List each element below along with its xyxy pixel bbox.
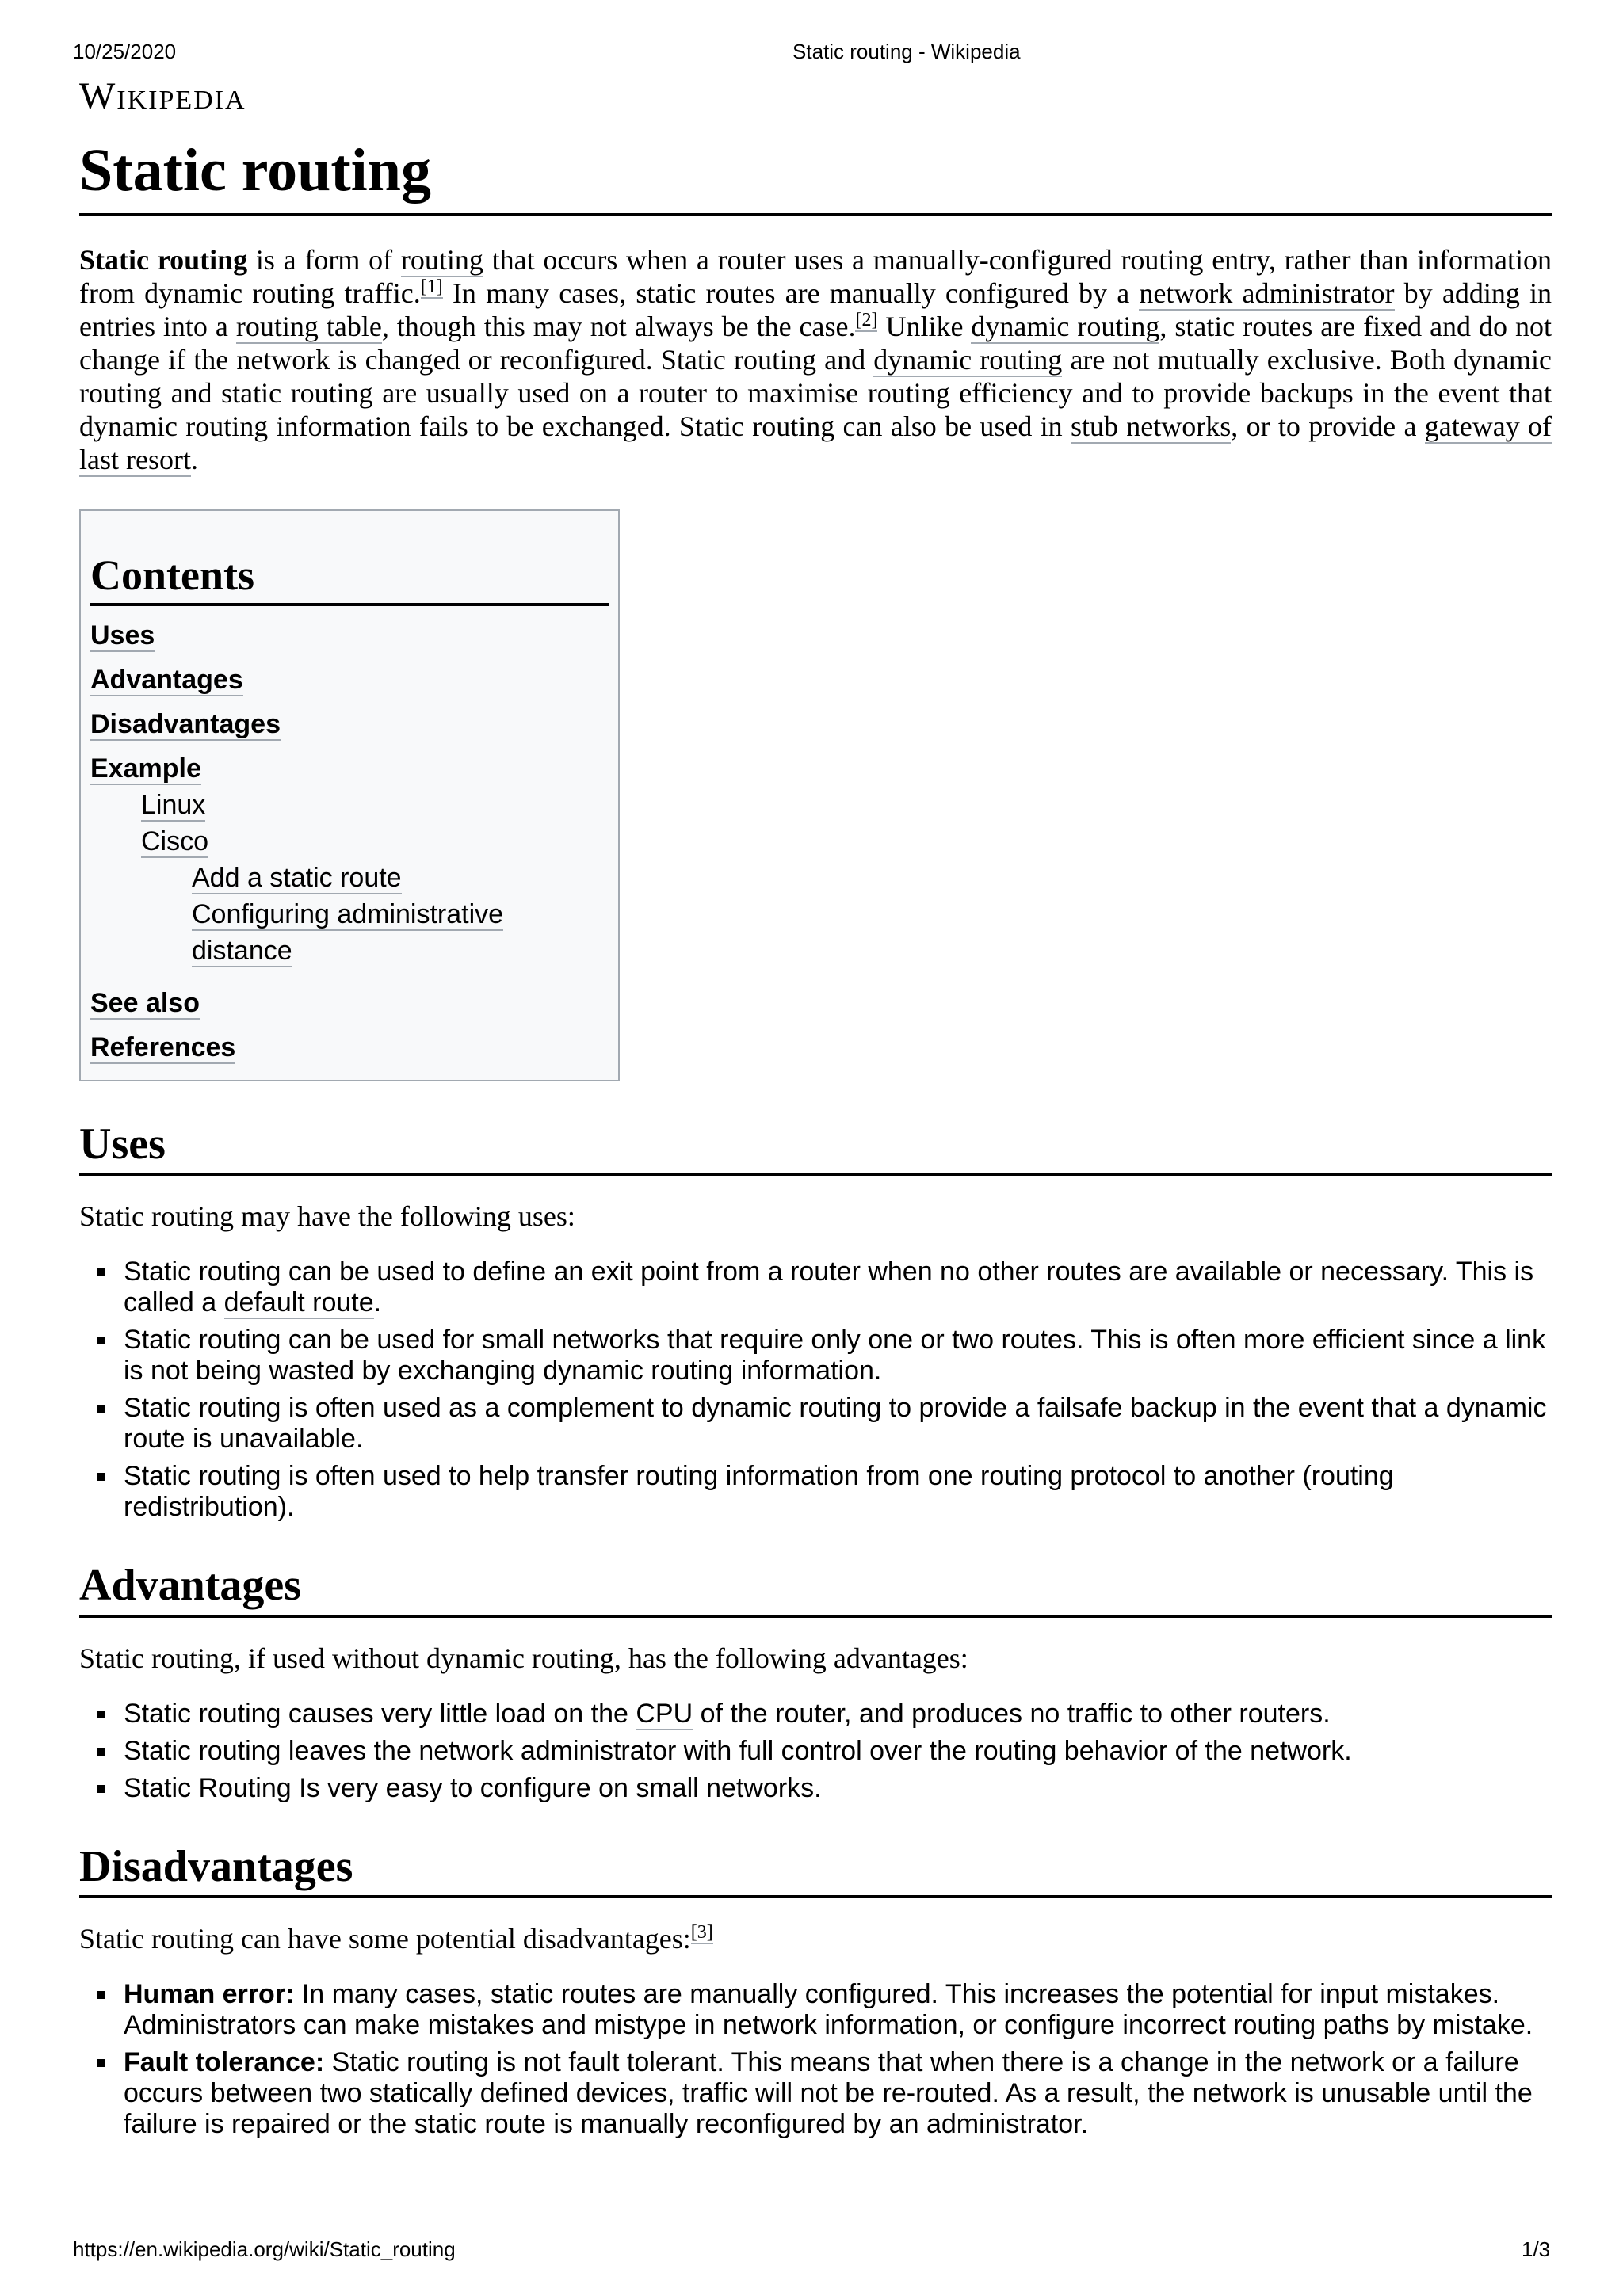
list-item — [124, 1257, 1552, 1318]
table-of-contents — [79, 509, 620, 1081]
advantages-intro: Static routing, if used without dynamic routing, has the following advantages: — [79, 1642, 968, 1674]
list-item — [124, 1979, 1552, 2041]
link-network-administrator[interactable]: network administrator — [1139, 277, 1395, 310]
toc-item-cisco[interactable] — [90, 823, 609, 860]
section-heading-uses: Uses — [79, 1118, 1552, 1176]
citation-3[interactable]: [3] — [690, 1921, 713, 1943]
lead-text: are not mutually exclusive. Both dynamic routing and static routing are usually used on a router to maximise routing efficiency and to provide backups in the event that dynamic routing information fails to be exchanged. Static routing can also be used in — [79, 344, 1552, 443]
lead-text: , or to provide a — [1231, 410, 1425, 443]
lead-bold-term: Static routing — [79, 244, 248, 277]
disadvantages-list — [79, 1979, 1552, 2140]
print-url: https://en.wikipedia.org/wiki/Static_routing — [73, 2237, 456, 2261]
link-cpu[interactable]: CPU — [636, 1698, 693, 1729]
toc-item-references[interactable] — [90, 1029, 609, 1066]
article-content — [79, 135, 1552, 2146]
list-item: Static Routing Is very easy to configure on small networks. — [124, 1773, 1552, 1804]
toc-item-add-static-route[interactable] — [90, 860, 609, 896]
list-item: Static routing leaves the network administrator with full control over the routing behavior of the network. — [124, 1736, 1552, 1767]
list-text: Static routing is not fault tolerant. This means that when there is a change in the network or a failure occurs between two statically defined devices, traffic will not be re-routed. As a result, the network is unusable until the failure is repaired or the static route is manually reconfigured by an administrator. — [124, 2046, 1533, 2139]
toc-item-advantages[interactable] — [90, 662, 609, 698]
toc-label: Advantages — [90, 665, 243, 696]
uses-intro: Static routing may have the following uses: — [79, 1200, 575, 1233]
toc-item-see-also[interactable] — [90, 985, 609, 1021]
toc-item-example[interactable] — [90, 750, 609, 787]
toc-label: Add a static route — [192, 863, 402, 894]
wikipedia-logo[interactable]: Wikipedia — [79, 75, 246, 117]
link-routing-table[interactable]: routing table — [235, 311, 382, 343]
print-page-number: 1/3 — [1522, 2237, 1551, 2261]
lead-text: , though this may not always be the case. — [381, 311, 856, 343]
link-dynamic-routing[interactable]: dynamic routing — [971, 311, 1160, 343]
print-page-title: Static routing - Wikipedia — [792, 40, 1021, 63]
page-title: Static routing — [79, 135, 1552, 216]
link-gateway-of-last-resort[interactable]: gateway of last resort — [79, 410, 1552, 476]
advantages-list — [79, 1699, 1552, 1804]
lead-text: by adding in entries into a — [79, 277, 1552, 343]
link-stub-networks[interactable]: stub networks — [1070, 410, 1232, 443]
toc-item-linux[interactable] — [90, 787, 609, 823]
toc-item-uses[interactable] — [90, 617, 609, 654]
link-default-route[interactable]: default route — [223, 1287, 374, 1318]
toc-item-disadvantages[interactable] — [90, 706, 609, 742]
term-fault-tolerance: Fault tolerance: — [124, 2046, 325, 2077]
list-item: Static routing is often used as a complement to dynamic routing to provide a failsafe backup in the event that a dynamic route is unavailable. — [124, 1393, 1552, 1455]
lead-text: Unlike — [877, 311, 972, 343]
citation-1[interactable]: [1] — [420, 277, 443, 298]
toc-label: See also — [90, 988, 200, 1019]
citation-2[interactable]: [2] — [855, 310, 878, 331]
list-text: In many cases, static routes are manually configured. This increases the potential for input mistakes. Administrators can make mistakes and mistype in network information, or configure incorrect routing paths by mistake. — [124, 1978, 1533, 2040]
intro-text: Static routing can have some potential disadvantages: — [79, 1922, 691, 1955]
print-footer — [0, 2237, 1623, 2266]
toc-label: Cisco — [141, 826, 209, 857]
lead-text: is a form of — [247, 244, 401, 277]
toc-label: Disadvantages — [90, 709, 281, 740]
lead-paragraph — [79, 243, 1552, 476]
toc-label: Uses — [90, 620, 155, 651]
lead-text: that occurs when a router uses a manually-configured routing entry, rather than information from dynamic routing traffic. — [79, 244, 1552, 310]
print-header — [0, 40, 1623, 68]
term-human-error: Human error: — [124, 1978, 295, 2009]
toc-label: Configuring administrative distance — [192, 899, 504, 967]
list-item — [124, 1699, 1552, 1730]
lead-text: In many cases, static routes are manually configured by a — [442, 277, 1140, 310]
list-item: Static routing can be used for small networks that require only one or two routes. This is often more efficient since a link is not being wasted by exchanging dynamic routing information. — [124, 1325, 1552, 1386]
link-dynamic-routing-2[interactable]: dynamic routing — [873, 344, 1063, 376]
toc-label: Example — [90, 753, 201, 784]
list-item: Static routing is often used to help transfer routing information from one routing protocol to another (routing redistribution). — [124, 1461, 1552, 1523]
list-text: Static routing can be used to define an exit point from a router when no other routes are available or necessary. This is called a — [124, 1257, 1534, 1318]
uses-list — [79, 1257, 1552, 1523]
lead-text: , static routes are fixed and do not change if the network is changed or reconfigured. Static routing and — [79, 311, 1552, 376]
list-text: . — [373, 1287, 382, 1318]
section-heading-disadvantages: Disadvantages — [79, 1840, 1552, 1898]
lead-text: . — [190, 444, 198, 476]
toc-item-configuring-administrative-distance[interactable] — [90, 896, 609, 969]
list-item — [124, 2047, 1552, 2140]
toc-label: Linux — [141, 790, 206, 821]
section-heading-advantages: Advantages — [79, 1559, 1552, 1617]
link-routing[interactable]: routing — [400, 244, 483, 277]
list-text: of the router, and produces no traffic to other routers. — [693, 1698, 1331, 1729]
toc-heading: Contents — [90, 551, 609, 606]
toc-label: References — [90, 1032, 236, 1063]
list-text: Static routing causes very little load on the — [124, 1698, 636, 1729]
disadvantages-intro — [79, 1922, 1552, 1955]
print-date: 10/25/2020 — [73, 40, 177, 63]
